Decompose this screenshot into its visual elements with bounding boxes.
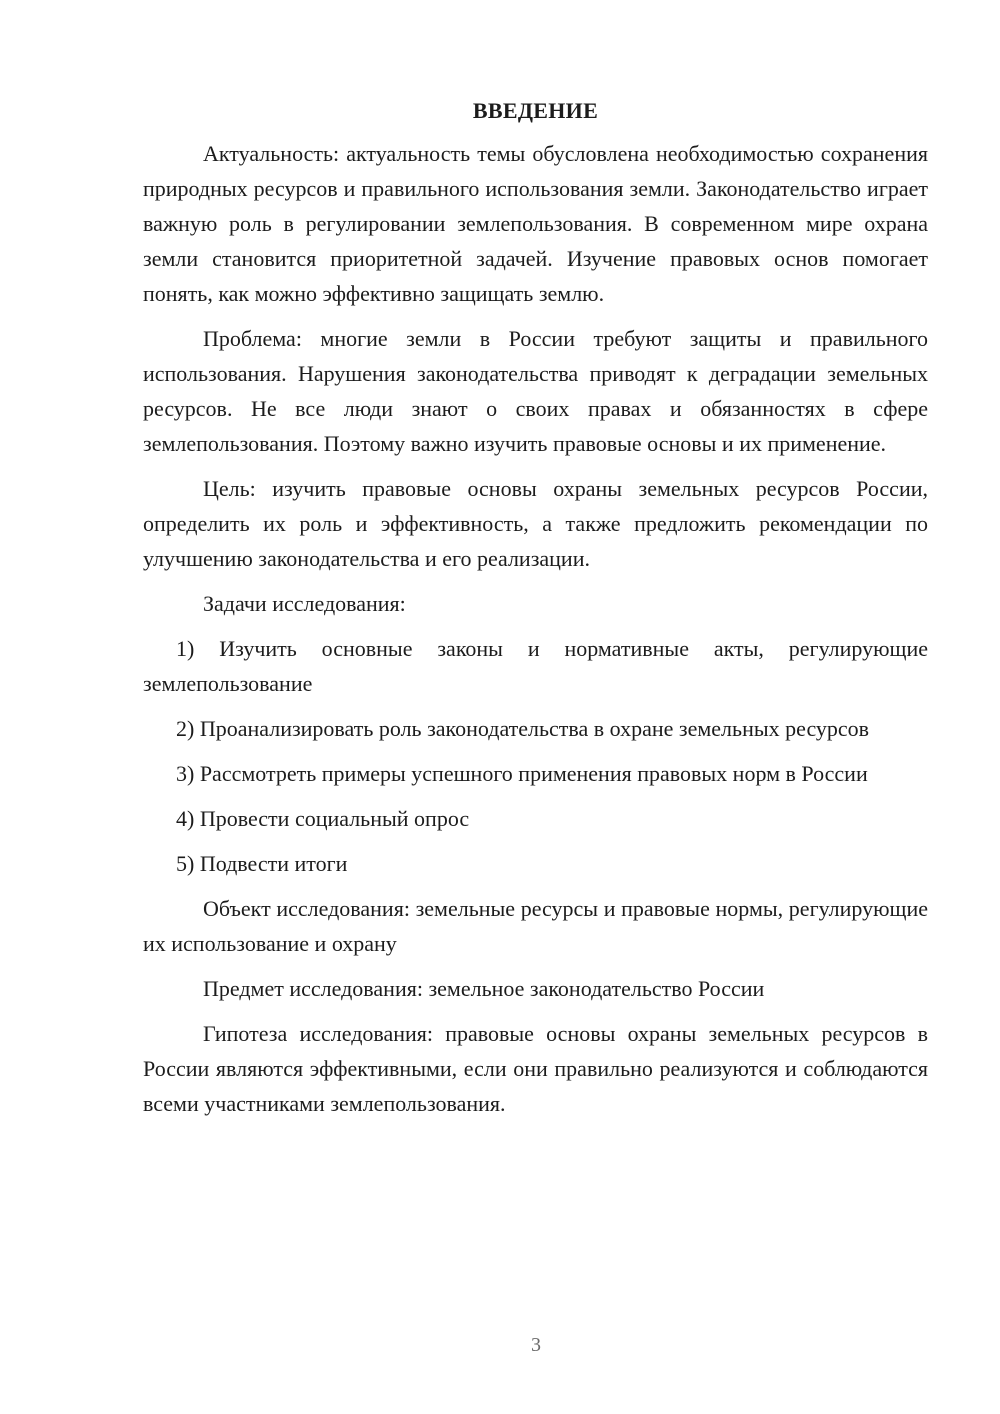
tasks-list (143, 631, 928, 881)
paragraph-tasks-heading: Задачи исследования: (203, 591, 406, 616)
paragraph-relevance: Актуальность: актуальность темы обусловлена необходимостью сохранения природных ресурсов и правильного использования земли. Законодательство играет важную роль в регулировании землепользования. В современном мире охрана земли становится приоритетной задачей. Изучение правовых основ помогает понять, как можно эффективно защищать землю. (143, 141, 928, 306)
page-number: 3 (531, 1334, 541, 1356)
paragraph-subject: Предмет исследования: земельное законодательство России (203, 976, 765, 1001)
document-page (143, 96, 928, 1131)
document-title: ВВЕДЕНИЕ (472, 98, 599, 123)
paragraph-hypothesis: Гипотеза исследования: правовые основы охраны земельных ресурсов в России являются эффективными, если они правильно реализуются и соблюдаются всеми участниками землепользования. (143, 1021, 928, 1116)
list-item: 1) Изучить основные законы и нормативные акты, регулирующие землепользование (143, 636, 928, 696)
paragraph-object: Объект исследования: земельные ресурсы и правовые нормы, регулирующие их использование и охрану (143, 896, 928, 956)
list-item: 2) Проанализировать роль законодательства в охране земельных ресурсов (176, 716, 870, 741)
list-item: 3) Рассмотреть примеры успешного применения правовых норм в России (176, 761, 868, 786)
paragraph-problem: Проблема: многие земли в России требуют защиты и правильного использования. Нарушения законодательства приводят к деградации земельных ресурсов. Не все люди знают о своих правах и обязанностях в сфере землепользования. Поэтому важно изучить правовые основы и их применение. (143, 326, 928, 456)
paragraph-goal: Цель: изучить правовые основы охраны земельных ресурсов России, определить их роль и эффективность, а также предложить рекомендации по улучшению законодательства и его реализации. (143, 476, 928, 571)
list-item: 5) Подвести итоги (176, 851, 348, 876)
list-item: 4) Провести социальный опрос (176, 806, 470, 831)
